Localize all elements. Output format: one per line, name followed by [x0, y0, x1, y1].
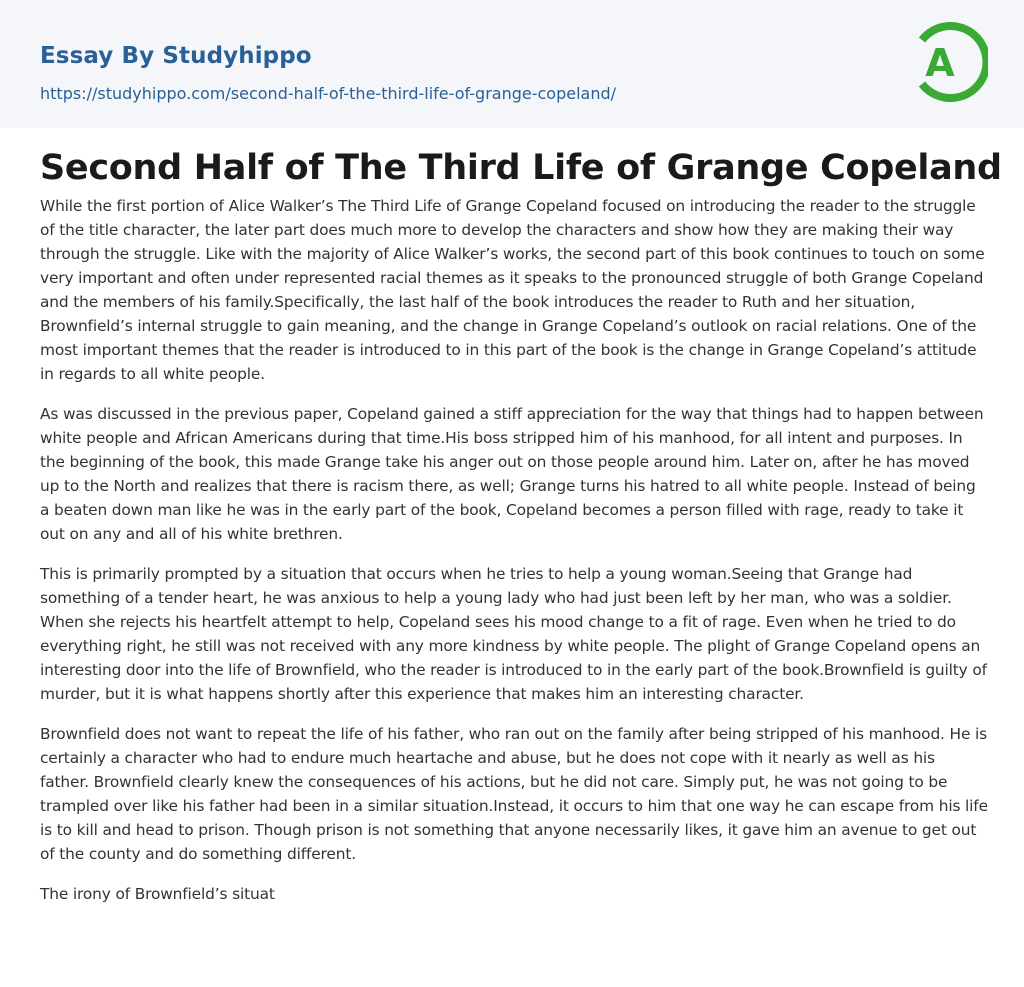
essay-paragraph-2: As was discussed in the previous paper, Copeland gained a stiff appreciation for the way that things had to happen between white people and African Americans during that time.His boss stripped him of his manhood, for all intent and purposes. In the beginning of the book, this made Grange take his anger out on those people around him. Later on, after he has moved up to the North and realizes that there is racism there, as well; Grange turns his hatred to all white people. Instead of being a beaten down man like he was in the early part of the book, Copeland becomes a person filled with rage, ready to take it out on any and all of his white brethren.: [40, 405, 984, 543]
brand-title[interactable]: Essay By Studyhippo: [40, 43, 312, 69]
studyhippo-logo-icon[interactable]: [912, 18, 988, 106]
site-header: [0, 0, 1024, 128]
essay-paragraph-5: The irony of Brownfield’s situat: [40, 885, 275, 903]
essay-title: Second Half of The Third Life of Grange Copeland: [40, 148, 1002, 188]
essay-paragraph-3: This is primarily prompted by a situation that occurs when he tries to help a young woman.Seeing that Grange had something of a tender heart, he was anxious to help a young lady who had just been left by her man, who was a soldier. When she rejects his heartfelt attempt to help, Copeland sees his mood change to a fit of rage. Even when he tried to do everything right, he still was not received with any more kindness by white people. The plight of Grange Copeland opens an interesting door into the life of Brownfield, who the reader is introduced to in the early part of the book.Brownfield is guilty of murder, but it is what happens shortly after this experience that makes him an interesting character.: [40, 565, 987, 703]
essay-paragraph-1: While the first portion of Alice Walker’s The Third Life of Grange Copeland focused on introducing the reader to the struggle of the title character, the later part does much more to develop the characters and show how they are making their way through the struggle. Like with the majority of Alice Walker’s works, the second part of this book continues to touch on some very important and often under represented racial themes as it speaks to the pronounced struggle of both Grange Copeland and the members of his family.Specifically, the last half of the book introduces the reader to Ruth and her situation, Brownfield’s internal struggle to gain meaning, and the change in Grange Copeland’s outlook on racial relations. One of the most important themes that the reader is introduced to in this part of the book is the change in Grange Copeland’s attitude in regards to all white people.: [40, 197, 985, 383]
logo-letter: A: [925, 41, 955, 85]
article-url-link[interactable]: https://studyhippo.com/second-half-of-the-third-life-of-grange-copeland/: [40, 84, 617, 103]
essay-paragraph-4: Brownfield does not want to repeat the life of his father, who ran out on the family after being stripped of his manhood. He is certainly a character who had to endure much heartache and abuse, but he does not cope with it nearly as well as his father. Brownfield clearly knew the consequences of his actions, but he did not care. Simply put, he was not going to be trampled over like his father had been in a similar situation.Instead, it occurs to him that one way he can escape from his life is to kill and head to prison. Though prison is not something that anyone necessarily likes, it gave him an avenue to get out of the county and do something different.: [40, 725, 988, 863]
essay-body: [40, 194, 988, 922]
